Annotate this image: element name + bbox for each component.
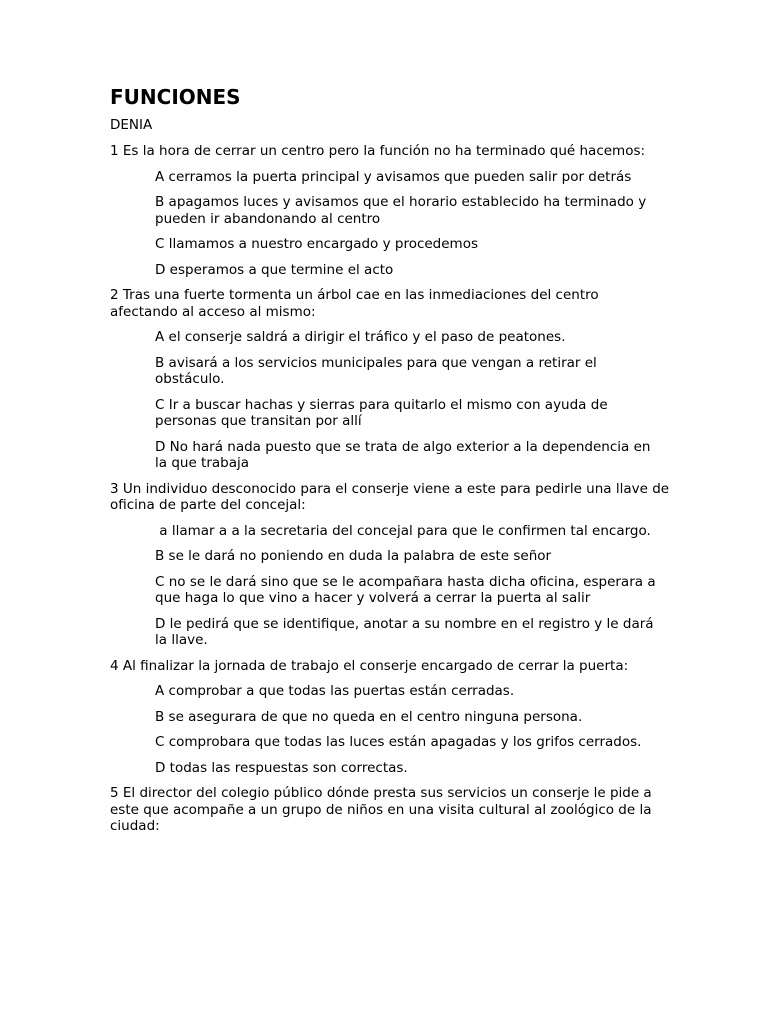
answer-option-d: D todas las respuestas son correctas. — [155, 759, 408, 776]
answer-option-a: A comprobar a que todas las puertas están cerradas. — [155, 683, 515, 699]
question-block-5 — [110, 785, 670, 835]
question-text: 1 Es la hora de cerrar un centro pero la función no ha terminado qué hacemos: — [110, 143, 646, 159]
question-text: 2 Tras una fuerte tormenta un árbol cae en las inmediaciones del centro afectando al acceso al mismo: — [110, 287, 599, 320]
answer-option-a: A cerramos la puerta principal y avisamos que pueden salir por detrás — [155, 168, 632, 185]
document-subtitle: DENIA — [110, 117, 153, 133]
answer-option-a: a llamar a a la secretaria del concejal para que le confirmen tal encargo. — [155, 522, 651, 539]
question-block-3 — [110, 481, 670, 649]
answer-option-b: B avisará a los servicios municipales para que vengan a retirar el obstáculo. — [155, 354, 602, 387]
question-block-2 — [110, 287, 670, 472]
question-block-4 — [110, 658, 670, 777]
answer-option-b: B se asegurara de que no queda en el centro ninguna persona. — [155, 708, 583, 725]
answer-option-b: B se le dará no poniendo en duda la palabra de este señor — [155, 548, 552, 564]
answer-option-c: C Ir a buscar hachas y sierras para quitarlo el mismo con ayuda de personas que transitan por allí — [155, 396, 612, 429]
answer-option-b: B apagamos luces y avisamos que el horario establecido ha terminado y pueden ir abandonando al centro — [155, 194, 651, 227]
answer-option-c: C comprobara que todas las luces están apagadas y los grifos cerrados. — [155, 734, 642, 750]
answer-option-c: C no se le dará sino que se le acompañara hasta dicha oficina, esperara a que haga lo que vino a hacer y volverá a cerrar la puerta al salir — [155, 573, 660, 606]
document-body — [110, 85, 670, 844]
answer-option-d: D le pedirá que se identifique, anotar a su nombre en el registro y le dará la llave. — [155, 615, 658, 648]
answer-option-a: A el conserje saldrá a dirigir el tráfico y el paso de peatones. — [155, 329, 566, 345]
answer-option-d: D No hará nada puesto que se trata de algo exterior a la dependencia en la que trabaja — [155, 438, 655, 471]
page-title: FUNCIONES — [110, 85, 241, 109]
question-text: 3 Un individuo desconocido para el conserje viene a este para pedirle una llave de oficina de parte del concejal: — [110, 480, 670, 513]
answer-option-d: D esperamos a que termine el acto — [155, 261, 394, 278]
answer-option-c: C llamamos a nuestro encargado y procedemos — [155, 236, 479, 252]
question-text: 4 Al finalizar la jornada de trabajo el conserje encargado de cerrar la puerta: — [110, 657, 629, 674]
question-block-1 — [110, 143, 670, 278]
question-text: 5 El director del colegio público dónde presta sus servicios un conserje le pide a este que acompañe a un grupo de niños en una visita cultural al zoológico de la ciudad: — [110, 785, 652, 834]
